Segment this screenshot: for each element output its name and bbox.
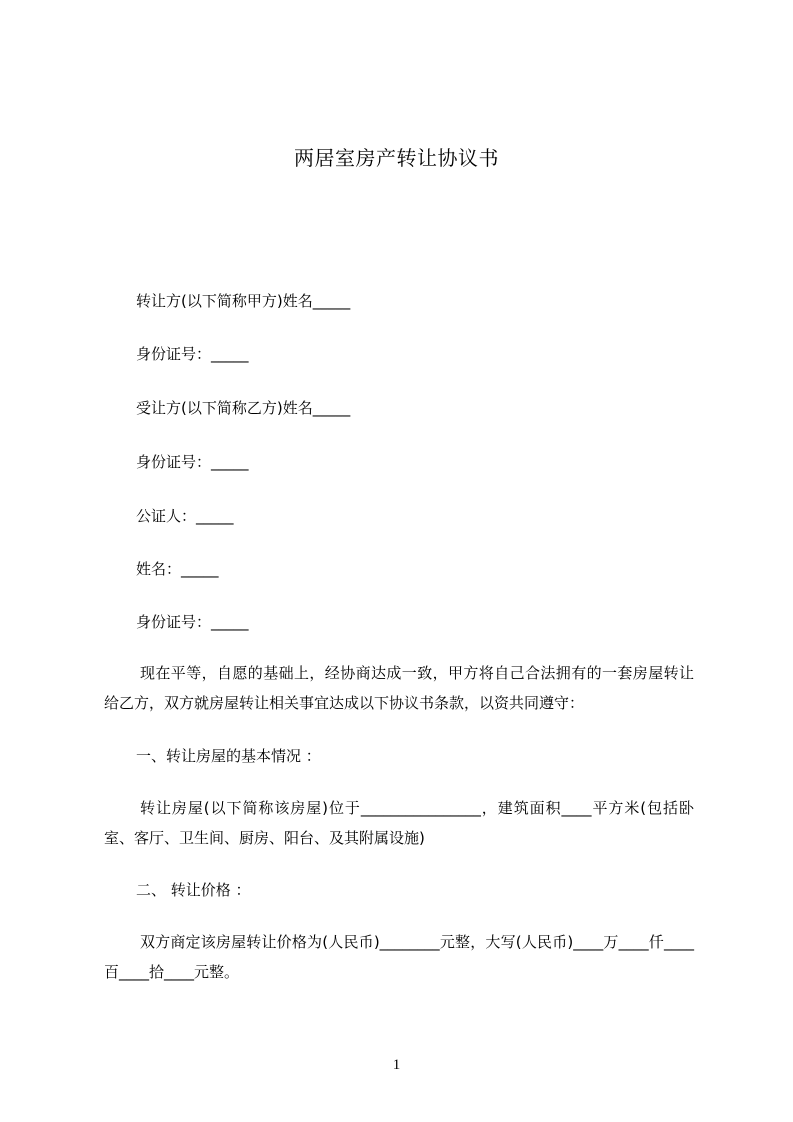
transferor-line: 转让方(以下简称甲方)姓名_____	[136, 292, 351, 310]
section-2-heading: 二、 转让价格 ：	[136, 881, 251, 899]
notary-line: 公证人：_____	[136, 507, 234, 525]
transferor-id-line: 身份证号：_____	[136, 345, 249, 363]
transferee-id-line: 身份证号：_____	[136, 453, 249, 471]
section-1-body: 转让房屋(以下简称该房屋)位于________________，建筑面积____平方米(包括卧室、客厅、卫生间、厨房、阳台、及其附属设施)	[104, 799, 694, 847]
document-title: 两居室房产转让协议书	[294, 146, 499, 170]
notary-name-line: 姓名：_____	[136, 560, 219, 578]
page-number: 1	[392, 1057, 401, 1073]
section-2-body: 双方商定该房屋转让价格为(人民币)________元整，大写(人民币)____万____仟____百____拾____元整。	[104, 933, 694, 981]
section-1-heading: 一、转让房屋的基本情况 ：	[136, 747, 321, 765]
transferee-line: 受让方(以下简称乙方)姓名_____	[136, 399, 351, 417]
notary-id-line: 身份证号：_____	[136, 613, 249, 631]
intro-paragraph: 现在平等，自愿的基础上，经协商达成一致，甲方将自己合法拥有的一套房屋转让给乙方，双方就房屋转让相关事宜达成以下协议书条款，以资共同遵守：	[104, 664, 694, 712]
